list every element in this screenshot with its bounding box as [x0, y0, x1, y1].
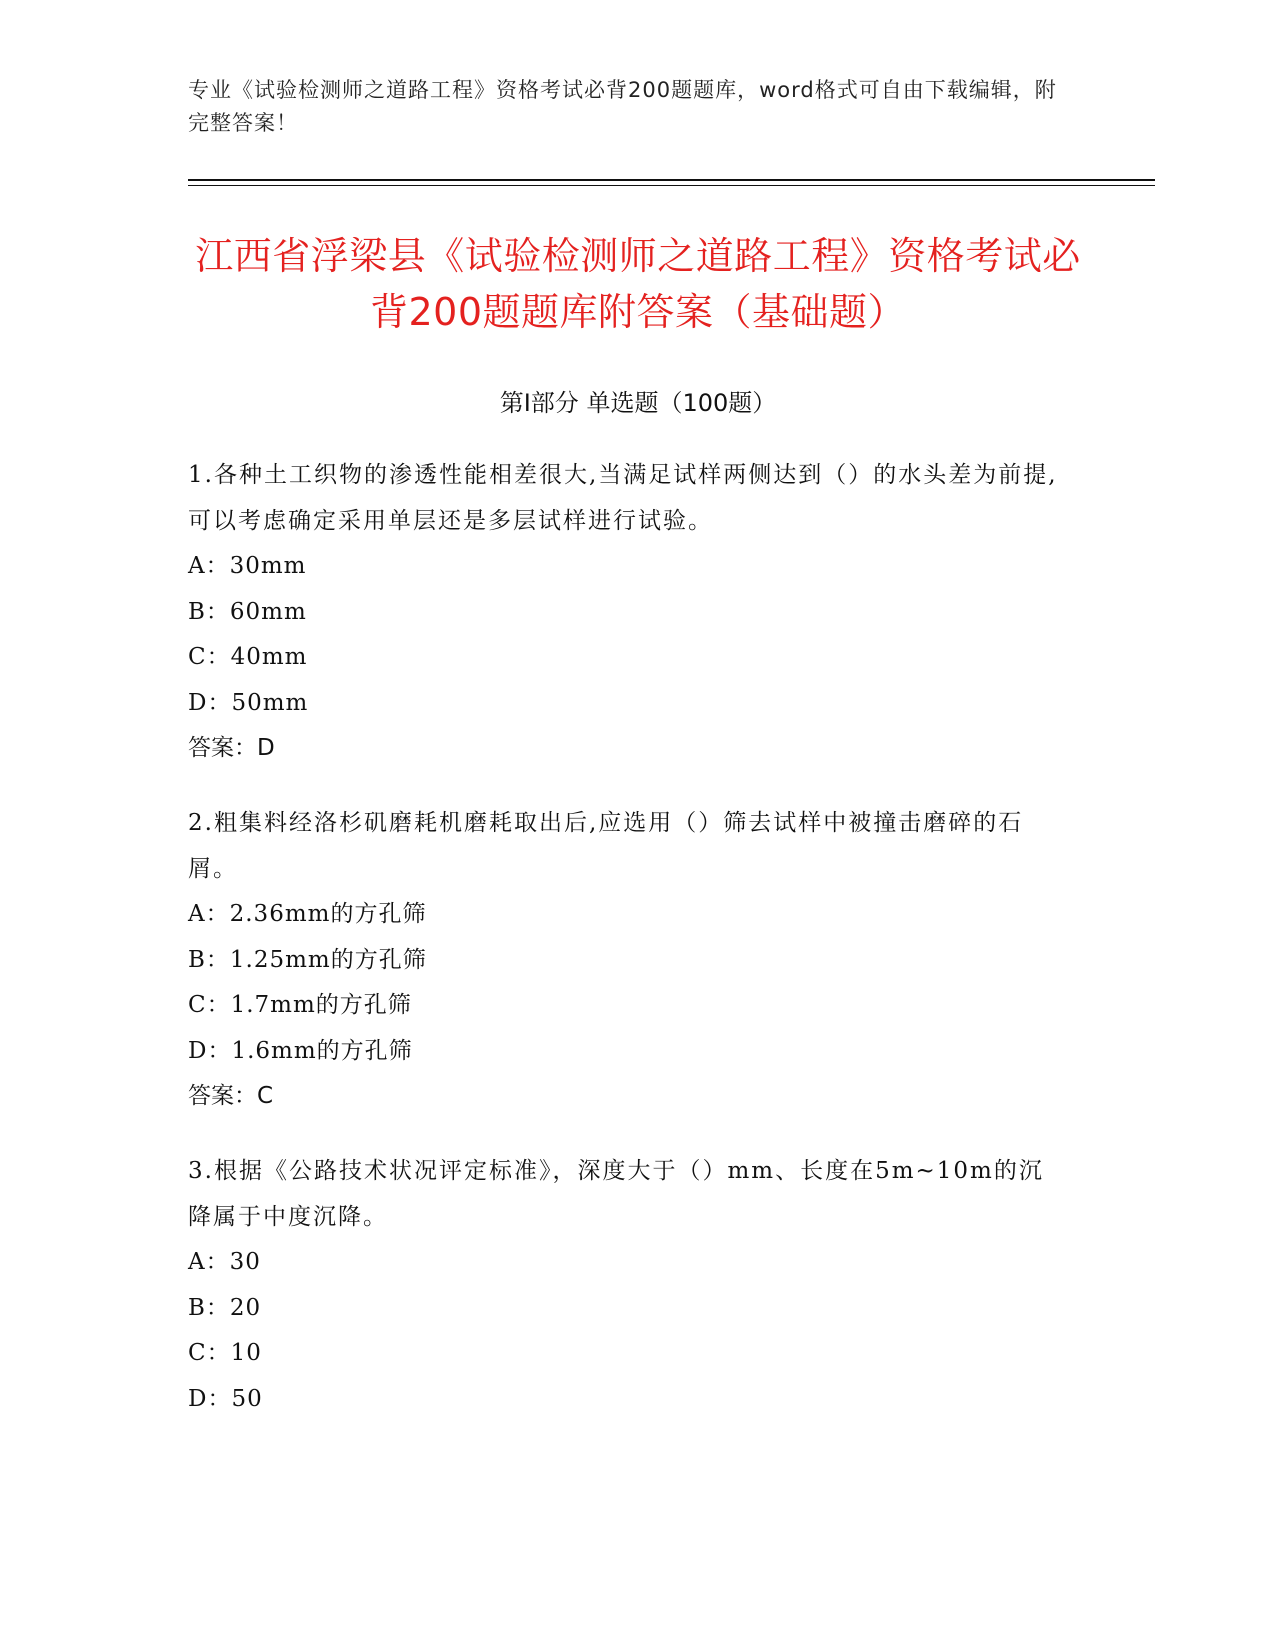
option-b: B：20: [188, 1294, 262, 1321]
question-stem: 2.粗集料经洛杉矶磨耗机磨耗取出后,应选用（）筛去试样中被撞击磨碎的石屑。: [188, 810, 1024, 882]
question-stem: 1.各种土工织物的渗透性能相差很大,当满足试样两侧达到（）的水头差为前提,可以考虑确定采用单层还是多层试样进行试验。: [188, 462, 1058, 534]
section-title: 第I部分 单选题（100题）: [499, 389, 777, 417]
option-a: A：30mm: [188, 553, 307, 579]
question-1: [188, 452, 1068, 772]
question-stem: 3.根据《公路技术状况评定标准》，深度大于（）mm、长度在5m~10m的沉降属于中度沉降。: [188, 1158, 1044, 1230]
header-rule-thin: [188, 185, 1155, 186]
option-d: D：1.6mm的方孔筛: [188, 1037, 413, 1064]
question-2: [188, 800, 1068, 1120]
answer: 答案：D: [188, 735, 275, 761]
header-note: 专业《试验检测师之道路工程》资格考试必背200题题库，word格式可自由下载编辑，附完整答案！: [188, 78, 1057, 135]
option-c: C：40mm: [188, 644, 308, 670]
option-d: D：50: [188, 1385, 263, 1412]
option-b: B：60mm: [188, 598, 307, 625]
option-d: D：50mm: [188, 689, 309, 716]
option-c: C：10: [188, 1340, 262, 1366]
answer: 答案：C: [188, 1083, 274, 1109]
header-rule-thick: [188, 179, 1155, 181]
document-title: 江西省浮梁县《试验检测师之道路工程》资格考试必背200题题库附答案（基础题）: [195, 234, 1081, 334]
option-b: B：1.25mm的方孔筛: [188, 946, 427, 973]
option-a: A：2.36mm的方孔筛: [188, 901, 427, 927]
question-3: [188, 1148, 1068, 1422]
option-c: C：1.7mm的方孔筛: [188, 992, 412, 1018]
option-a: A：30: [188, 1249, 261, 1275]
